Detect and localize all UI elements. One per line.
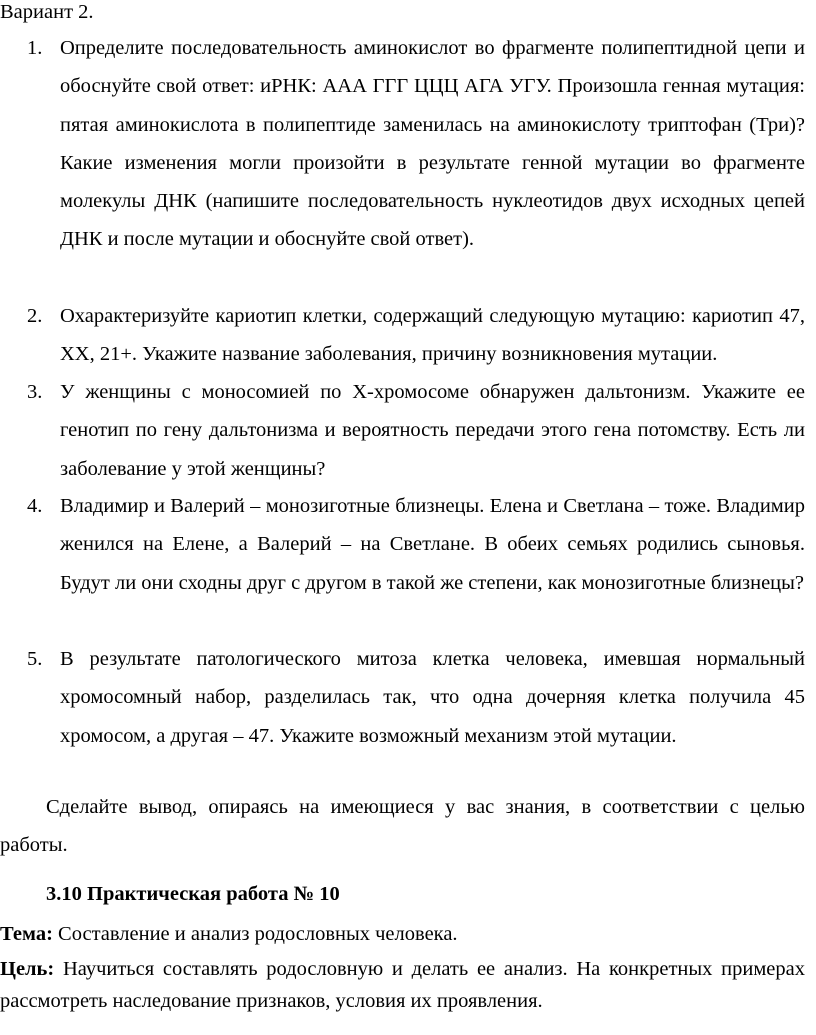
goal-paragraph <box>0 953 805 1017</box>
section-title: 3.10 Практическая работа № 10 <box>46 883 340 905</box>
task-number-1: 1. <box>27 37 43 59</box>
task-text-4: Владимир и Валерий – монозиготные близнецы. Елена и Светлана – тоже. Владимир женился на Елене, а Валерий – на Светлане. В обеих семьях родились сыновья. Будут ли они сходны друг с другом в такой же степени, как монозиготные близнецы? <box>60 495 805 594</box>
goal-label: Цель: <box>0 958 55 980</box>
topic-line <box>0 923 805 946</box>
goal-text: Научиться составлять родословную и делать ее анализ. На конкретных примерах рассмотреть наследование признаков, условия их проявления. <box>0 958 805 1012</box>
task-number-4: 4. <box>27 495 43 517</box>
conclusion-paragraph: Сделайте вывод, опираясь на имеющиеся у вас знания, в соответствии с целью работы. <box>0 796 805 857</box>
task-text-3: У женщины с моносомией по Х-хромосоме обнаружен дальтонизм. Укажите ее генотип по гену дальтонизма и вероятность передачи этого гена потомству. Есть ли заболевание у этой женщины? <box>60 381 805 480</box>
topic-label: Тема: <box>0 923 53 945</box>
task-text-5: В результате патологического митоза клетка человека, имевшая нормальный хромосомный набор, разделилась так, что одна дочерняя клетка получила 45 хромосом, а другая – 47. Укажите возможный механизм этой мутации. <box>60 648 805 747</box>
task-text-1: Определите последовательность аминокислот во фрагменте полипептидной цепи и обоснуйте свой ответ: иРНК: ААА ГГГ ЦЦЦ АГА УГУ. Произошла генная мутация: пятая аминокислота в полипептиде заменилась на аминокислоту триптофан (Три)? Какие изменения могли произойти в результате генной мутации во фрагменте молекулы ДНК (напишите последовательность нуклеотидов двух исходных цепей ДНК и после мутации и обоснуйте свой ответ). <box>60 37 805 251</box>
variant-heading: Вариант 2. <box>0 1 94 23</box>
task-number-2: 2. <box>27 305 43 327</box>
topic-text: Составление и анализ родословных человека. <box>58 923 458 945</box>
task-number-5: 5. <box>27 648 43 670</box>
task-text-2: Охарактеризуйте кариотип клетки, содержащий следующую мутацию: кариотип 47, XX, 21+. Укажите название заболевания, причину возникновения мутации. <box>60 305 805 366</box>
task-number-3: 3. <box>27 381 43 403</box>
